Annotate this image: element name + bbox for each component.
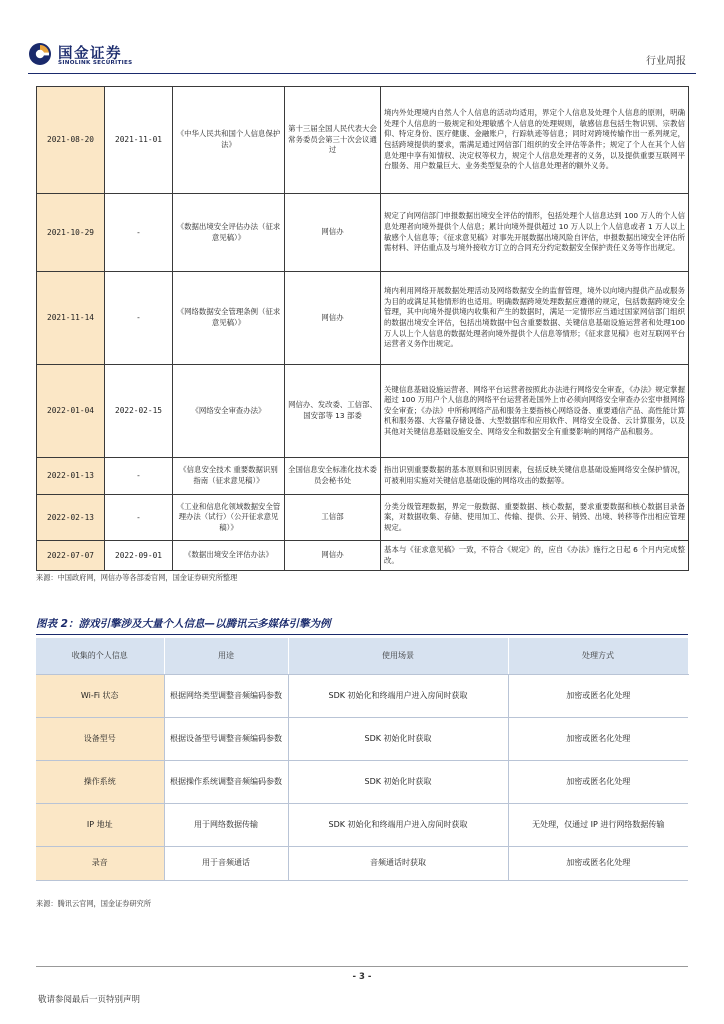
table-row — [37, 365, 689, 458]
regulation-name: 《数据出境安全评估办法（征求意见稿）》 — [173, 194, 285, 272]
personal-info-type: 录音 — [36, 846, 164, 880]
release-date: 2021-11-14 — [37, 272, 105, 365]
effective-date: 2022-02-15 — [105, 365, 173, 458]
sinolink-logo-icon — [28, 42, 52, 66]
regulation-description: 分类分级管理数据，界定一般数据、重要数据、核心数据，要求重要数据和核心数据目录备案，对数据收集、存储、使用加工、传输、提供、公开、销毁、出境、转移等作出相应管理规定。 — [381, 495, 689, 541]
regulation-description: 境内利用网络开展数据处理活动及网络数据安全的监督管理，境外以向境内提供产品或服务为目的或满足其他情形的也适用。明确数据跨境处理数据应遵循的规定，包括数据跨境安全管理，其中向境外提供境内收集和产生的数据时，满足一定情形应当通过国家网信部门组织的数据出境安全评估，包括出境数据中包含重要数据、关键信息基础设施运营者和处理100万人以上个人信息的数据处理者向境外提供个人信息等情形；《征求意见稿》也对互联网平台运营者义务作出规定。 — [381, 272, 689, 365]
issuing-department: 网信办 — [285, 272, 381, 365]
usage-scenario: 音频通话时获取 — [288, 846, 508, 880]
processing-method: 加密或匿名化处理 — [508, 760, 688, 803]
table-source-note: 来源：中国政府网，网信办等各部委官网，国金证券研究所整理 — [36, 573, 238, 582]
engine-info-table — [36, 638, 689, 881]
processing-method: 加密或匿名化处理 — [508, 674, 688, 717]
issuing-department: 工信部 — [285, 495, 381, 541]
processing-method: 无处理，仅通过 IP 进行网络数据传输 — [508, 803, 688, 846]
figure-title: 图表 2：游戏引擎涉及大量个人信息—以腾讯云多媒体引擎为例 — [36, 616, 688, 635]
usage-scenario: SDK 初始化和终端用户进入房间时获取 — [288, 803, 508, 846]
info-usage: 根据操作系统调整音频编码参数 — [164, 760, 288, 803]
personal-info-type: 设备型号 — [36, 717, 164, 760]
table-row — [36, 846, 688, 880]
issuing-department: 网信办 — [285, 541, 381, 571]
regulation-description: 指出识别重要数据的基本原则和识别因素，包括反映关键信息基础设施网络安全保护情况，可被利用实施对关键信息基础设施的网络攻击的数据等。 — [381, 458, 689, 495]
issuing-department: 全国信息安全标准化技术委员会秘书处 — [285, 458, 381, 495]
table-row — [36, 717, 688, 760]
issuing-department: 网信办、发改委、工信部、国安部等 13 部委 — [285, 365, 381, 458]
info-usage: 根据网络类型调整音频编码参数 — [164, 674, 288, 717]
column-header: 用途 — [164, 638, 288, 674]
page-number: - 3 - — [352, 972, 372, 982]
table-row — [36, 803, 688, 846]
table-row — [37, 194, 689, 272]
table-row — [36, 760, 688, 803]
regulation-description: 境内外处理境内自然人个人信息的活动均适用，界定个人信息及处理个人信息的原则，明确处理个人信息的一般规定和处理敏感个人信息的处理规则，敏感信息包括生物识别、宗教信仰、特定身份、医疗健康、金融账户，行踪轨迹等信息；同时对跨境传输作出一系列规定，包括跨境提供的要求，需满足通过网信部门组织的安全评估等条件；规定了个人在其个人信息处理中享有知情权、决定权等权力，规定个人信息处理者的义务，以及提供重要互联网平台服务、用户数量巨大、业务类型复杂的个人信息处理者的额外义务。 — [381, 87, 689, 194]
usage-scenario: SDK 初始化时获取 — [288, 760, 508, 803]
regulation-name: 《数据出境安全评估办法》 — [173, 541, 285, 571]
regulation-description: 规定了向网信部门申报数据出境安全评估的情形，包括处理个人信息达到 100 万人的个人信息处理者向境外提供个人信息；累计向境外提供超过 10 万人以上个人信息或者 1 万人以上敏感个人信息等；《征求意见稿》对事先开展数据出境风险自评估，申报数据出境安全评估所需材料、评估重点及与境外接收方订立的合同充分约定数据安全保护责任义务等作出规定。 — [381, 194, 689, 272]
regulation-name: 《中华人民共和国个人信息保护法》 — [173, 87, 285, 194]
regulation-name: 《工业和信息化领域数据安全管理办法（试行）（公开征求意见稿）》 — [173, 495, 285, 541]
column-header: 使用场景 — [288, 638, 508, 674]
release-date: 2022-01-13 — [37, 458, 105, 495]
regulation-description: 基本与《征求意见稿》一致，不符合《规定》的，应自《办法》施行之日起 6 个月内完成整改。 — [381, 541, 689, 571]
company-logo — [28, 40, 148, 70]
info-usage: 根据设备型号调整音频编码参数 — [164, 717, 288, 760]
table-row — [36, 674, 688, 717]
processing-method: 加密或匿名化处理 — [508, 846, 688, 880]
effective-date: - — [105, 272, 173, 365]
issuing-department: 网信办 — [285, 194, 381, 272]
effective-date: - — [105, 194, 173, 272]
info-usage: 用于音频通话 — [164, 846, 288, 880]
effective-date: - — [105, 458, 173, 495]
disclaimer-note: 敬请参阅最后一页特别声明 — [38, 995, 141, 1005]
footer-divider — [36, 966, 688, 967]
release-date: 2022-02-13 — [37, 495, 105, 541]
effective-date: 2021-11-01 — [105, 87, 173, 194]
table-row — [37, 458, 689, 495]
report-type-label: 行业周报 — [646, 56, 686, 67]
release-date: 2021-08-20 — [37, 87, 105, 194]
regulation-name: 《网络数据安全管理条例（征求意见稿）》 — [173, 272, 285, 365]
figure-source-note: 来源：腾讯云官网，国金证券研究所 — [36, 899, 152, 908]
personal-info-type: Wi-Fi 状态 — [36, 674, 164, 717]
usage-scenario: SDK 初始化时获取 — [288, 717, 508, 760]
personal-info-type: IP 地址 — [36, 803, 164, 846]
info-usage: 用于网络数据传输 — [164, 803, 288, 846]
logo-cn-text: 国金证券 — [58, 46, 122, 62]
table-row — [37, 495, 689, 541]
header-divider — [28, 73, 696, 74]
table-row — [37, 541, 689, 571]
release-date: 2022-01-04 — [37, 365, 105, 458]
table-row — [37, 87, 689, 194]
usage-scenario: SDK 初始化和终端用户进入房间时获取 — [288, 674, 508, 717]
release-date: 2022-07-07 — [37, 541, 105, 571]
logo-en-text: SINOLINK SECURITIES — [58, 60, 133, 66]
column-header: 处理方式 — [508, 638, 688, 674]
effective-date: - — [105, 495, 173, 541]
issuing-department: 第十三届全国人民代表大会常务委员会第三十次会议通过 — [285, 87, 381, 194]
regulation-description: 关键信息基础设施运营者、网络平台运营者按照此办法进行网络安全审查，《办法》规定掌握超过 100 万用户个人信息的网络平台运营者赴国外上市必须向网络安全审查办公室申报网络安全审查；《办法》中所称网络产品和服务主要指核心网络设备、重要通信产品、高性能计算机和服务器、大容量存储设备、大型数据库和应用软件、网络安全设备、云计算服务，以及其他对关键信息基础设施安全、网络安全和数据安全有重要影响的网络产品和服务。 — [381, 365, 689, 458]
personal-info-type: 操作系统 — [36, 760, 164, 803]
table-row — [37, 272, 689, 365]
regulation-table — [36, 86, 689, 571]
page-header — [0, 0, 724, 86]
regulation-name: 《信息安全技术 重要数据识别指南（征求意见稿）》 — [173, 458, 285, 495]
column-header: 收集的个人信息 — [36, 638, 164, 674]
processing-method: 加密或匿名化处理 — [508, 717, 688, 760]
release-date: 2021-10-29 — [37, 194, 105, 272]
table-header-row — [36, 638, 688, 674]
effective-date: 2022-09-01 — [105, 541, 173, 571]
regulation-name: 《网络安全审查办法》 — [173, 365, 285, 458]
